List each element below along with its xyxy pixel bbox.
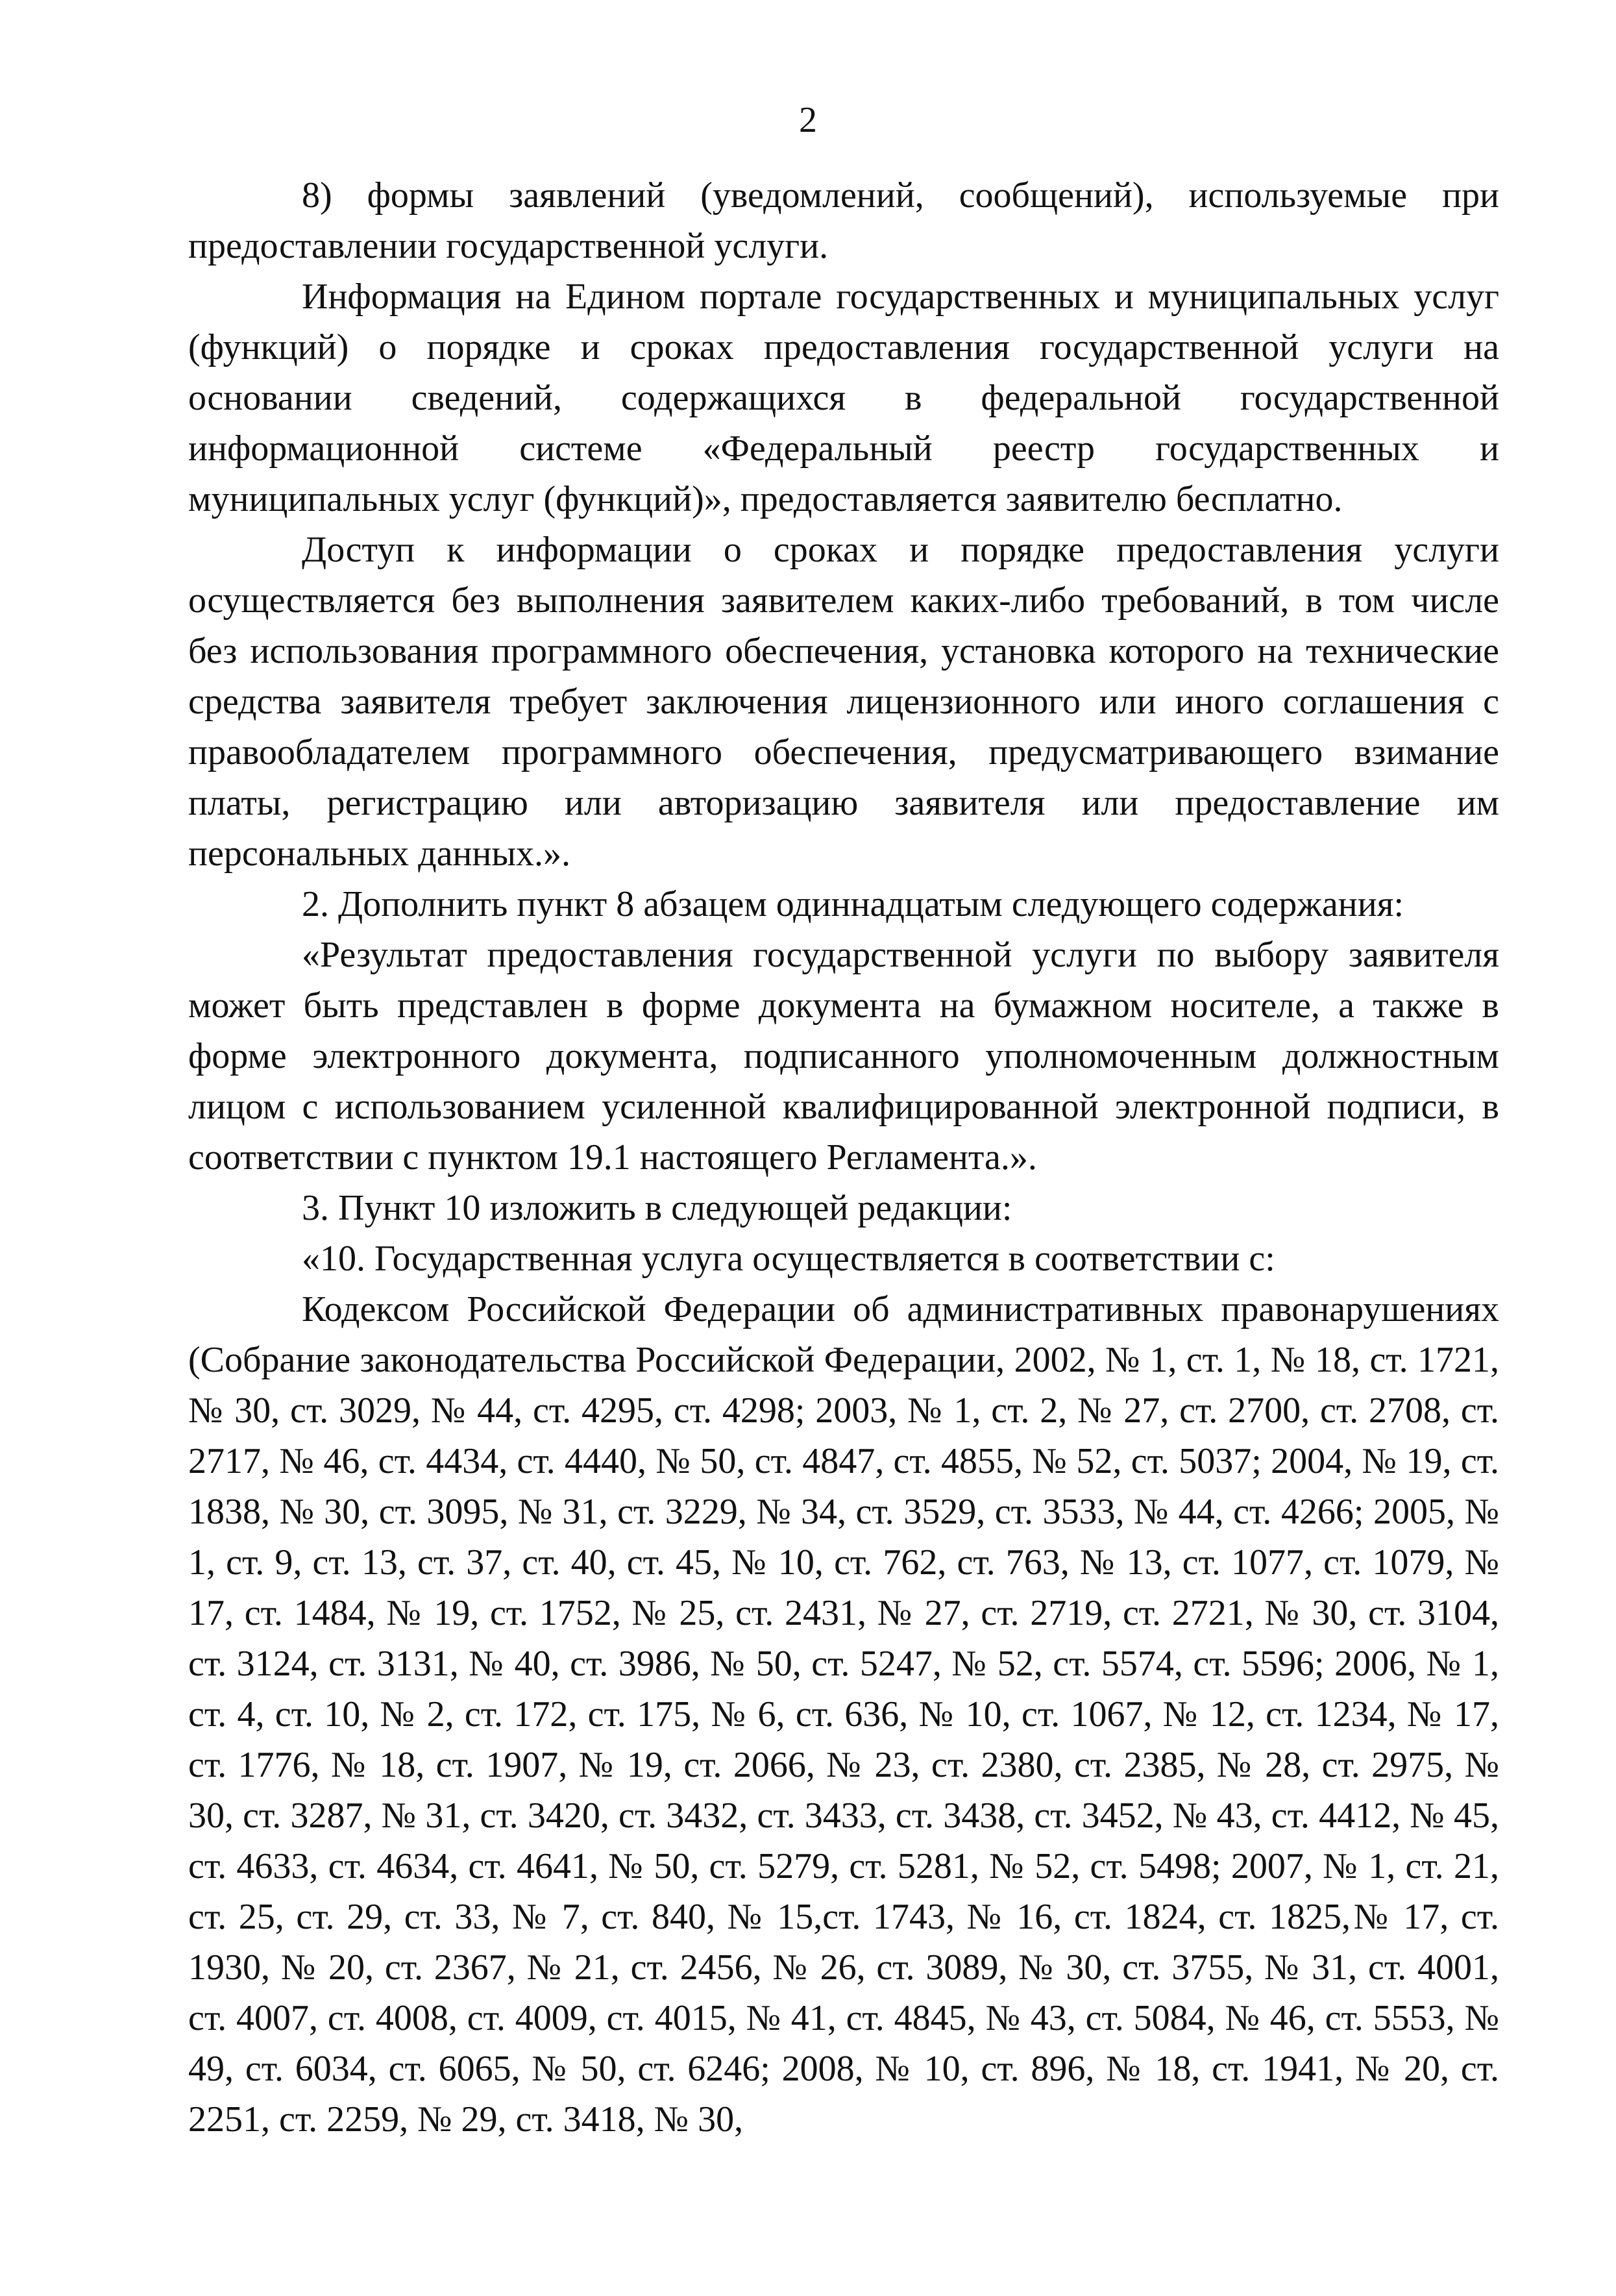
paragraph-service-result: «Результат предоставления государственной услуги по выбору заявителя может быть представлен в форме документа на бумажном носителе, а также в форме электронного документа, подписанного уполномоченным должностным лицом с использованием усиленной квалифицированной электронной подписи, в соответствии с пунктом 19.1 настоящего Регламента.». bbox=[188, 935, 1499, 1178]
paragraph-access-to-information: Доступ к информации о сроках и порядке предоставления услуги осуществляется без выполнения заявителем каких-либо требований, в том числе без использования программного обеспечения, установка которого на технические средства заявителя требует заключения лицензионного или иного соглашения с правообладателем программного обеспечения, предусматривающего взимание платы, регистрацию или авторизацию заявителя или предоставление им персональных данных.». bbox=[188, 530, 1499, 874]
paragraph-code-references: Кодексом Российской Федерации об административных правонарушениях (Собрание законодательства Российской Федерации, 2002, № 1, ст. 1, № 18, ст. 1721, № 30, ст. 3029, № 44, ст. 4295, ст. 4298; 2003, № 1, ст. 2, № 27, ст. 2700, ст. 2708, ст. 2717, № 46, ст. 4434, ст. 4440, № 50, ст. 4847, ст. 4855, № 52, ст. 5037; 2004, № 19, ст. 1838, № 30, ст. 3095, № 31, ст. 3229, № 34, ст. 3529, ст. 3533, № 44, ст. 4266; 2005, № 1, ст. 9, ст. 13, ст. 37, ст. 40, ст. 45, № 10, ст. 762, ст. 763, № 13, ст. 1077, ст. 1079, № 17, ст. 1484, № 19, ст. 1752, № 25, ст. 2431, № 27, ст. 2719, ст. 2721, № 30, ст. 3104, ст. 3124, ст. 3131, № 40, ст. 3986, № 50, ст. 5247, № 52, ст. 5574, ст. 5596; 2006, № 1, ст. 4, ст. 10, № 2, ст. 172, ст. 175, № 6, ст. 636, № 10, ст. 1067, № 12, ст. 1234, № 17, ст. 1776, № 18, ст. 1907, № 19, ст. 2066, № 23, ст. 2380, ст. 2385, № 28, ст. 2975, № 30, ст. 3287, № 31, ст. 3420, ст. 3432, ст. 3433, ст. 3438, ст. 3452, № 43, ст. 4412, № 45, ст. 4633, ст. 4634, ст. 4641, № 50, ст. 5279, ст. 5281, № 52, ст. 5498; 2007, № 1, ст. 21, ст. 25, ст. 29, ст. 33, № 7, ст. 840, № 15,ст. 1743, № 16, ст. 1824, ст. 1825,№ 17, ст. 1930, № 20, ст. 2367, № 21, ст. 2456, № 26, ст. 3089, № 30, ст. 3755, № 31, ст. 4001, ст. 4007, ст. 4008, ст. 4009, ст. 4015, № 41, ст. 4845, № 43, ст. 5084, № 46, ст. 5553, № 49, ст. 6034, ст. 6065, № 50, ст. 6246; 2008, № 10, ст. 896, № 18, ст. 1941, № 20, ст. 2251, ст. 2259, № 29, ст. 3418, № 30, bbox=[188, 1289, 1499, 2140]
paragraph-amendment-3: 3. Пункт 10 изложить в следующей редакции: bbox=[302, 1188, 1012, 1228]
paragraph-item-10-heading: «10. Государственная услуга осуществляется в соответствии с: bbox=[302, 1239, 1275, 1279]
page-number: 2 bbox=[799, 100, 817, 140]
paragraph-amendment-2: 2. Дополнить пункт 8 абзацем одиннадцатым следующего содержания: bbox=[302, 884, 1404, 924]
document-body bbox=[188, 170, 1499, 2145]
paragraph-portal-information: Информация на Едином портале государственных и муниципальных услуг (функций) о порядке и сроках предоставления государственной услуги на основании сведений, содержащихся в федеральной государственной информационной системе «Федеральный реестр государственных и муниципальных услуг (функций)», предоставляется заявителю бесплатно. bbox=[188, 277, 1499, 519]
paragraph-forms-list-item: 8) формы заявлений (уведомлений, сообщений), используемые при предоставлении государственной услуги. bbox=[188, 175, 1499, 266]
